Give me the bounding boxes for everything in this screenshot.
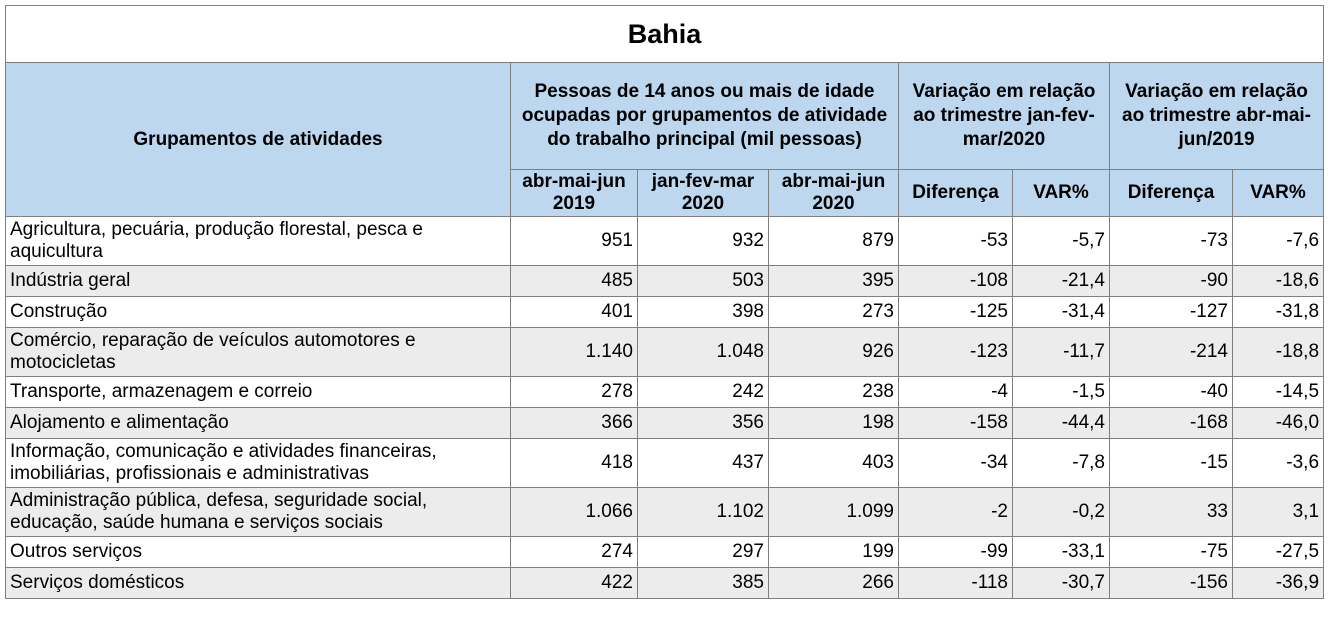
cell-value: -18,6: [1233, 266, 1324, 297]
table-row: [6, 297, 1324, 328]
subheader-abr-2019: abr-mai-jun 2019: [511, 170, 638, 217]
cell-value: -44,4: [1013, 408, 1110, 439]
cell-value: -75: [1110, 537, 1233, 568]
cell-value: -14,5: [1233, 377, 1324, 408]
cell-value: -21,4: [1013, 266, 1110, 297]
row-label: Alojamento e alimentação: [6, 408, 511, 439]
cell-value: -99: [899, 537, 1013, 568]
cell-value: 199: [769, 537, 899, 568]
table-row: [6, 266, 1324, 297]
cell-value: -27,5: [1233, 537, 1324, 568]
table-row: [6, 568, 1324, 599]
table-row: [6, 328, 1324, 377]
cell-value: 356: [638, 408, 769, 439]
cell-value: 242: [638, 377, 769, 408]
cell-value: -33,1: [1013, 537, 1110, 568]
cell-value: -1,5: [1013, 377, 1110, 408]
cell-value: -127: [1110, 297, 1233, 328]
table-row: [6, 408, 1324, 439]
cell-value: -4: [899, 377, 1013, 408]
subheader-var-ano: VAR%: [1233, 170, 1324, 217]
cell-value: 1.102: [638, 488, 769, 537]
row-label: Indústria geral: [6, 266, 511, 297]
header-pessoas: Pessoas de 14 anos ou mais de idade ocupadas por grupamentos de atividade do trabalho principal (mil pessoas): [511, 63, 899, 170]
table-row: [6, 217, 1324, 266]
data-table: [5, 5, 1324, 599]
cell-value: -15: [1110, 439, 1233, 488]
row-label: Construção: [6, 297, 511, 328]
cell-value: 366: [511, 408, 638, 439]
table-row: [6, 537, 1324, 568]
table-title: Bahia: [6, 6, 1324, 63]
subheader-var-trimestre: VAR%: [1013, 170, 1110, 217]
cell-value: 385: [638, 568, 769, 599]
cell-value: 503: [638, 266, 769, 297]
cell-value: 1.066: [511, 488, 638, 537]
cell-value: -214: [1110, 328, 1233, 377]
cell-value: -5,7: [1013, 217, 1110, 266]
cell-value: -123: [899, 328, 1013, 377]
cell-value: -34: [899, 439, 1013, 488]
cell-value: 932: [638, 217, 769, 266]
cell-value: -90: [1110, 266, 1233, 297]
cell-value: 3,1: [1233, 488, 1324, 537]
cell-value: 437: [638, 439, 769, 488]
cell-value: 273: [769, 297, 899, 328]
cell-value: -31,4: [1013, 297, 1110, 328]
cell-value: -18,8: [1233, 328, 1324, 377]
cell-value: 926: [769, 328, 899, 377]
row-label: Serviços domésticos: [6, 568, 511, 599]
cell-value: -118: [899, 568, 1013, 599]
cell-value: 238: [769, 377, 899, 408]
cell-value: 266: [769, 568, 899, 599]
row-label: Informação, comunicação e atividades financeiras, imobiliárias, profissionais e administrativas: [6, 439, 511, 488]
cell-value: -125: [899, 297, 1013, 328]
header-var-ano: Variação em relação ao trimestre abr-mai-jun/2019: [1110, 63, 1324, 170]
cell-value: -46,0: [1233, 408, 1324, 439]
cell-value: 1.140: [511, 328, 638, 377]
row-label: Agricultura, pecuária, produção florestal, pesca e aquicultura: [6, 217, 511, 266]
cell-value: 401: [511, 297, 638, 328]
cell-value: 485: [511, 266, 638, 297]
header-var-trimestre: Variação em relação ao trimestre jan-fev-mar/2020: [899, 63, 1110, 170]
cell-value: -108: [899, 266, 1013, 297]
cell-value: -3,6: [1233, 439, 1324, 488]
cell-value: -0,2: [1013, 488, 1110, 537]
table-row: [6, 439, 1324, 488]
cell-value: 879: [769, 217, 899, 266]
cell-value: -156: [1110, 568, 1233, 599]
cell-value: 1.099: [769, 488, 899, 537]
cell-value: -168: [1110, 408, 1233, 439]
cell-value: -158: [899, 408, 1013, 439]
cell-value: -53: [899, 217, 1013, 266]
table-row: [6, 488, 1324, 537]
cell-value: -30,7: [1013, 568, 1110, 599]
table-row: [6, 377, 1324, 408]
cell-value: 278: [511, 377, 638, 408]
row-label: Administração pública, defesa, seguridade social, educação, saúde humana e serviços sociais: [6, 488, 511, 537]
cell-value: 1.048: [638, 328, 769, 377]
cell-value: 418: [511, 439, 638, 488]
cell-value: 422: [511, 568, 638, 599]
cell-value: -31,8: [1233, 297, 1324, 328]
cell-value: 951: [511, 217, 638, 266]
cell-value: -73: [1110, 217, 1233, 266]
cell-value: -7,6: [1233, 217, 1324, 266]
subheader-diferenca-ano: Diferença: [1110, 170, 1233, 217]
cell-value: -2: [899, 488, 1013, 537]
row-label: Outros serviços: [6, 537, 511, 568]
cell-value: 198: [769, 408, 899, 439]
cell-value: 274: [511, 537, 638, 568]
header-grupamentos: Grupamentos de atividades: [6, 63, 511, 217]
subheader-diferenca-trimestre: Diferença: [899, 170, 1013, 217]
row-label: Comércio, reparação de veículos automotores e motocicletas: [6, 328, 511, 377]
row-label: Transporte, armazenagem e correio: [6, 377, 511, 408]
cell-value: -40: [1110, 377, 1233, 408]
subheader-abr-2020: abr-mai-jun 2020: [769, 170, 899, 217]
cell-value: 395: [769, 266, 899, 297]
cell-value: 398: [638, 297, 769, 328]
cell-value: 403: [769, 439, 899, 488]
cell-value: -36,9: [1233, 568, 1324, 599]
cell-value: 33: [1110, 488, 1233, 537]
cell-value: -11,7: [1013, 328, 1110, 377]
cell-value: 297: [638, 537, 769, 568]
cell-value: -7,8: [1013, 439, 1110, 488]
subheader-jan-2020: jan-fev-mar 2020: [638, 170, 769, 217]
